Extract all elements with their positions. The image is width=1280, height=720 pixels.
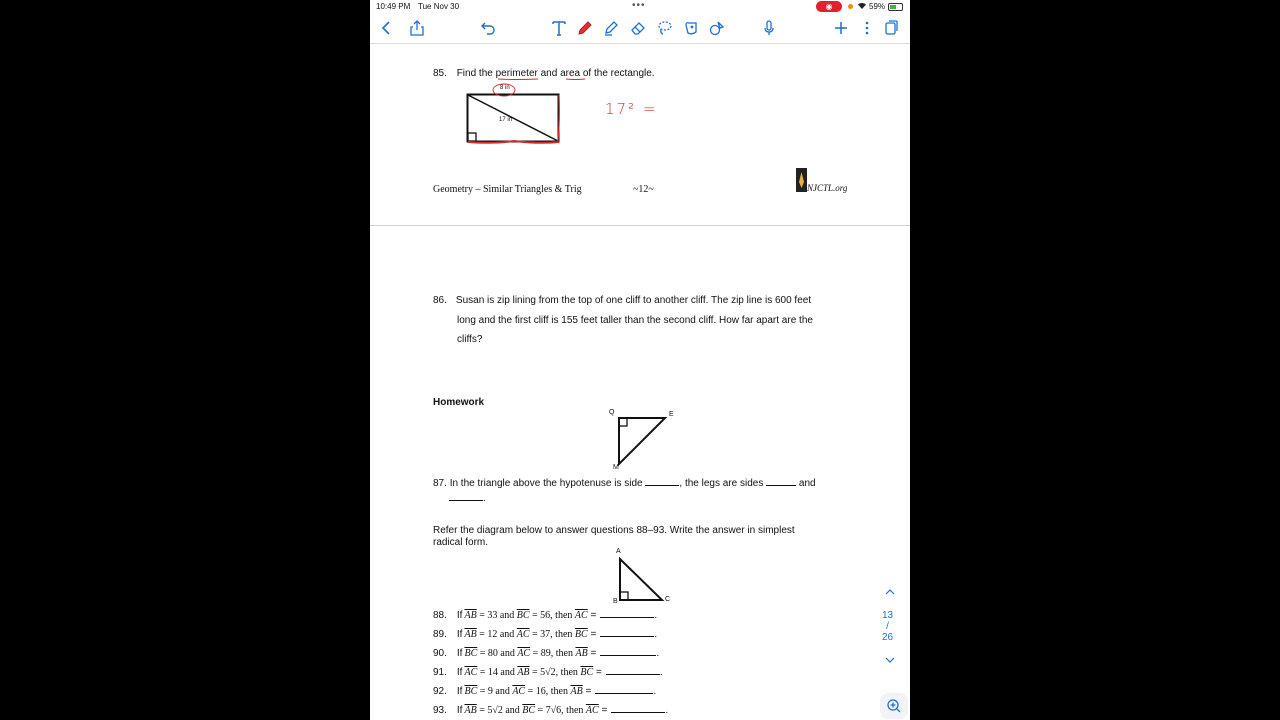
- triangle-abc: [616, 556, 671, 604]
- segment-label: $\overline{BC}$: [464, 648, 478, 659]
- question-value: = 14 and: [477, 667, 518, 678]
- vertex-e: E: [669, 411, 674, 418]
- status-bar: [370, 0, 910, 13]
- vertex-b: B: [613, 598, 618, 605]
- wifi-icon: [857, 1, 867, 12]
- status-time: 10:49 PM: [376, 2, 411, 11]
- vertex-m: M: [613, 464, 619, 471]
- triangle-qem: [615, 414, 675, 470]
- question-if: If: [456, 667, 463, 678]
- question-text: Find the perimeter and area of the rectangle.: [456, 68, 655, 79]
- question-equals: =: [598, 705, 608, 716]
- segment-label: $\overline{AB}$: [517, 667, 530, 678]
- question-row: [433, 665, 853, 684]
- question-equals: =: [582, 686, 592, 697]
- question-if: If: [456, 629, 463, 640]
- more-icon[interactable]: [856, 17, 878, 39]
- instructions: [433, 525, 795, 549]
- question-number: 93.: [433, 705, 447, 716]
- page-separator: /: [886, 621, 889, 632]
- question-equals: =: [593, 667, 602, 678]
- question-value: = 37, then: [529, 629, 575, 640]
- period: .: [665, 705, 669, 716]
- eraser-icon[interactable]: [627, 17, 649, 39]
- period: .: [653, 686, 657, 697]
- segment-label: $\overline{AB}$: [575, 648, 588, 659]
- question-if: If: [456, 648, 463, 659]
- question-value: = 5√2 and: [476, 705, 523, 716]
- pen-tool-icon[interactable]: [574, 17, 596, 39]
- question-value: = 9 and: [477, 686, 513, 697]
- instruction-text: Refer the diagram below to answer questions 88–93. Write the answer in simplest: [433, 525, 795, 536]
- question-if: If: [456, 610, 463, 621]
- answer-blank[interactable]: [595, 684, 653, 694]
- page-divider: [370, 225, 910, 226]
- status-date: Tue Nov 30: [418, 2, 460, 11]
- question-text: long and the first cliff is 155 feet taller than the second cliff. How far apart are the: [457, 314, 813, 326]
- segment-label: $\overline{AB}$: [464, 705, 477, 716]
- question-number: 86.: [433, 295, 447, 306]
- question-value: = 33 and: [476, 610, 517, 621]
- zoom-icon: [886, 698, 902, 714]
- segment-label: $\overline{BC}$: [516, 610, 530, 621]
- question-row: [433, 646, 853, 665]
- answer-blank[interactable]: [600, 627, 654, 637]
- segment-label: $\overline{BC}$: [464, 686, 478, 697]
- question-value: = 89, then: [530, 648, 576, 659]
- answer-blank[interactable]: [600, 646, 656, 656]
- zoom-button[interactable]: [880, 693, 908, 719]
- question-number: 88.: [433, 610, 447, 621]
- homework-heading: Homework: [433, 397, 485, 408]
- question-row: [433, 684, 853, 703]
- njctl-logo: [796, 168, 807, 192]
- question-text: .: [483, 493, 486, 504]
- question-text: and: [798, 478, 816, 489]
- question-equals: =: [587, 648, 597, 659]
- answer-blank[interactable]: [449, 491, 483, 501]
- question-87: [433, 476, 843, 506]
- pages-icon[interactable]: [880, 17, 902, 39]
- multitask-dots-icon[interactable]: •••: [632, 0, 646, 11]
- answer-blank[interactable]: [600, 608, 654, 618]
- question-text: cliffs?: [457, 334, 483, 345]
- battery-icon: [888, 3, 903, 11]
- segment-label: $\overline{BC}$: [580, 667, 594, 678]
- period: .: [659, 667, 663, 678]
- page-indicator[interactable]: [882, 610, 893, 643]
- question-row: [433, 627, 853, 646]
- period: .: [656, 648, 660, 659]
- total-pages: 26: [882, 632, 894, 643]
- scroll-up-icon[interactable]: [884, 588, 896, 599]
- question-number: 89.: [433, 629, 447, 640]
- period: .: [654, 610, 658, 621]
- lasso-icon[interactable]: [654, 17, 676, 39]
- answer-blank[interactable]: [645, 476, 679, 486]
- shapes-icon[interactable]: [706, 17, 728, 39]
- text-tool-icon[interactable]: [548, 17, 570, 39]
- footer-page-number: ~12~: [633, 184, 654, 195]
- period: .: [654, 629, 658, 640]
- segment-label: $\overline{AB}$: [570, 686, 583, 697]
- footer-title: Geometry – Similar Triangles & Trig: [433, 184, 582, 195]
- question-number: 92.: [433, 686, 447, 697]
- question-if: If: [456, 686, 463, 697]
- question-number: 85.: [433, 68, 447, 79]
- question-value: = 5√2, then: [529, 667, 581, 678]
- question-equals: =: [587, 629, 597, 640]
- question-86: [433, 291, 813, 350]
- question-text: Susan is zip lining from the top of one cliff to another cliff. The zip line is 600 feet: [455, 295, 812, 306]
- footer-site: NJCTL.org: [807, 183, 848, 193]
- back-icon[interactable]: [376, 17, 398, 39]
- answer-blank[interactable]: [766, 476, 796, 486]
- question-list: [433, 608, 853, 720]
- battery-percent: 59%: [869, 2, 886, 11]
- share-icon[interactable]: [406, 17, 428, 39]
- highlighter-icon[interactable]: [600, 17, 622, 39]
- segment-label: $\overline{AB}$: [464, 629, 477, 640]
- vertex-c: C: [665, 596, 671, 603]
- screen-record-icon[interactable]: ◉: [816, 1, 842, 12]
- question-value: = 12 and: [476, 629, 517, 640]
- answer-blank[interactable]: [606, 665, 660, 675]
- add-icon[interactable]: [830, 17, 852, 39]
- answer-blank[interactable]: [611, 703, 665, 713]
- segment-label: $\overline{BC}$: [522, 705, 536, 716]
- instruction-text: radical form.: [433, 537, 489, 548]
- segment-label: $\overline{BC}$: [574, 629, 588, 640]
- scroll-down-icon[interactable]: [884, 656, 896, 667]
- question-value: = 16, then: [525, 686, 571, 697]
- rectangle-diagonal-label: 17 in: [499, 117, 513, 123]
- segment-label: $\overline{AC}$: [517, 648, 531, 659]
- rectangle-figure: [464, 82, 564, 146]
- question-text: , the legs are sides: [679, 478, 764, 489]
- question-row: [433, 703, 853, 720]
- question-number: 91.: [433, 667, 447, 678]
- segment-label: $\overline{AC}$: [464, 667, 478, 678]
- segment-label: $\overline{AC}$: [585, 705, 599, 716]
- segment-label: $\overline{AC}$: [512, 686, 526, 697]
- question-row: [433, 608, 853, 627]
- segment-label: $\overline{AC}$: [516, 629, 530, 640]
- microphone-icon[interactable]: [758, 17, 780, 39]
- current-page: 13: [882, 610, 894, 621]
- rectangle-top-label: 8 in: [500, 85, 510, 91]
- segment-label: $\overline{AC}$: [574, 610, 588, 621]
- image-icon[interactable]: [680, 17, 702, 39]
- question-if: If: [456, 705, 463, 716]
- question-number: 90.: [433, 648, 447, 659]
- question-value: = 80 and: [477, 648, 518, 659]
- question-equals: =: [587, 610, 597, 621]
- vertex-a: A: [616, 548, 621, 555]
- handwritten-note: 17² =: [605, 100, 658, 118]
- question-value: = 56, then: [529, 610, 575, 621]
- ipad-screen: [370, 0, 910, 720]
- question-number: 87.: [433, 478, 447, 489]
- undo-icon[interactable]: [477, 17, 499, 39]
- vertex-q: Q: [609, 409, 615, 416]
- segment-label: $\overline{AB}$: [464, 610, 477, 621]
- mic-indicator-icon: [848, 4, 853, 9]
- question-value: = 7√6, then: [535, 705, 586, 716]
- toolbar: [370, 13, 910, 44]
- question-text: In the triangle above the hypotenuse is side: [449, 478, 643, 489]
